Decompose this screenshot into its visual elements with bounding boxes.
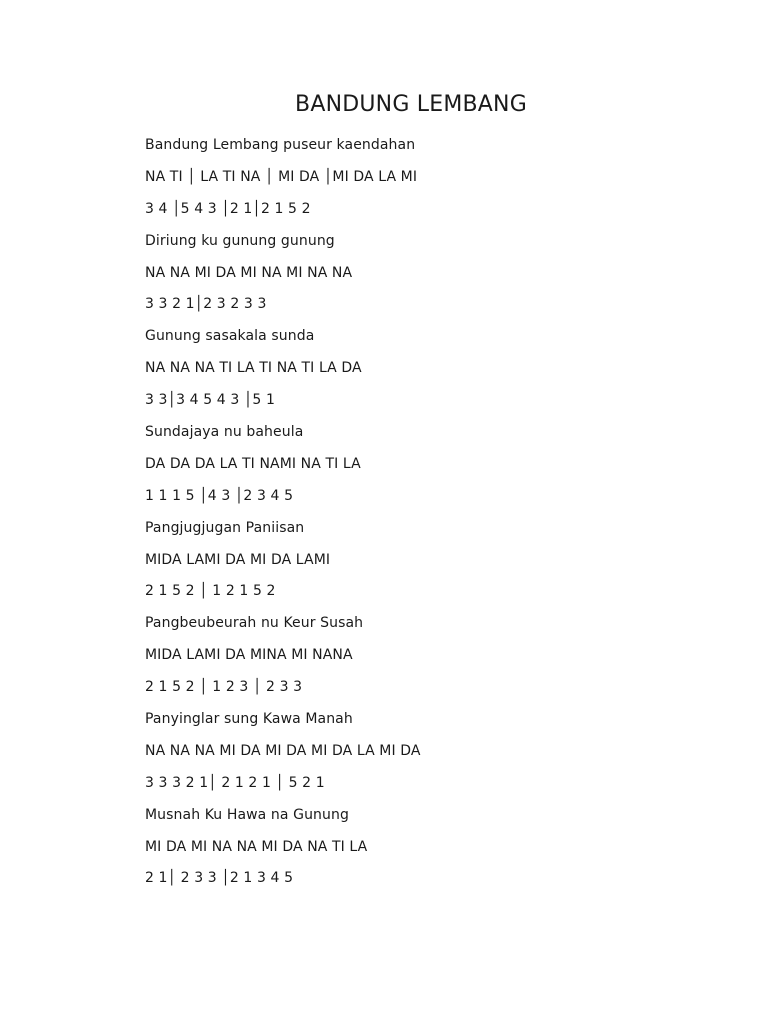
number-notation-line: 1 1 1 5 │4 3 │2 3 4 5 xyxy=(145,487,294,504)
lyric-line: Panyinglar sung Kawa Manah xyxy=(145,711,353,728)
solmization-line: NA NA NA MI DA MI DA MI DA LA MI DA xyxy=(145,742,421,759)
lyric-line: Bandung Lembang puseur kaendahan xyxy=(145,137,416,153)
song-lines xyxy=(145,133,705,898)
number-notation-line: 3 3│3 4 5 4 3 │5 1 xyxy=(145,392,275,409)
lyric-line: Pangbeubeurah nu Keur Susah xyxy=(145,615,364,632)
solmization-line: MIDA LAMI DA MINA MI NANA xyxy=(145,647,353,664)
lyric-line: Musnah Ku Hawa na Gunung xyxy=(145,806,349,823)
number-notation-line: 3 4 │5 4 3 │2 1│2 1 5 2 xyxy=(145,200,311,217)
document-title: BANDUNG LEMBANG xyxy=(295,92,527,117)
solmization-line: NA NA MI DA MI NA MI NA NA xyxy=(145,264,353,281)
number-notation-line: 2 1 5 2 │ 1 2 1 5 2 xyxy=(145,583,276,600)
lyric-line: Diriung ku gunung gunung xyxy=(145,232,335,249)
lyric-line: Pangjugjugan Paniisan xyxy=(145,519,305,536)
lyric-line: Gunung sasakala sunda xyxy=(145,328,315,345)
number-notation-line: 3 3 3 2 1│ 2 1 2 1 │ 5 2 1 xyxy=(145,774,325,791)
number-notation-line: 2 1 5 2 │ 1 2 3 │ 2 3 3 xyxy=(145,679,303,696)
number-notation-line: 3 3 2 1│2 3 2 3 3 xyxy=(145,296,267,313)
solmization-line: MIDA LAMI DA MI DA LAMI xyxy=(145,551,331,568)
solmization-line: NA TI │ LA TI NA │ MI DA │MI DA LA MI xyxy=(145,168,418,185)
solmization-line: NA NA NA TI LA TI NA TI LA DA xyxy=(145,360,362,377)
lyric-line: Sundajaya nu baheula xyxy=(145,424,304,441)
solmization-line: DA DA DA LA TI NAMI NA TI LA xyxy=(145,455,361,472)
solmization-line: MI DA MI NA NA MI DA NA TI LA xyxy=(145,838,368,855)
number-notation-line: 2 1│ 2 3 3 │2 1 3 4 5 xyxy=(145,870,294,887)
